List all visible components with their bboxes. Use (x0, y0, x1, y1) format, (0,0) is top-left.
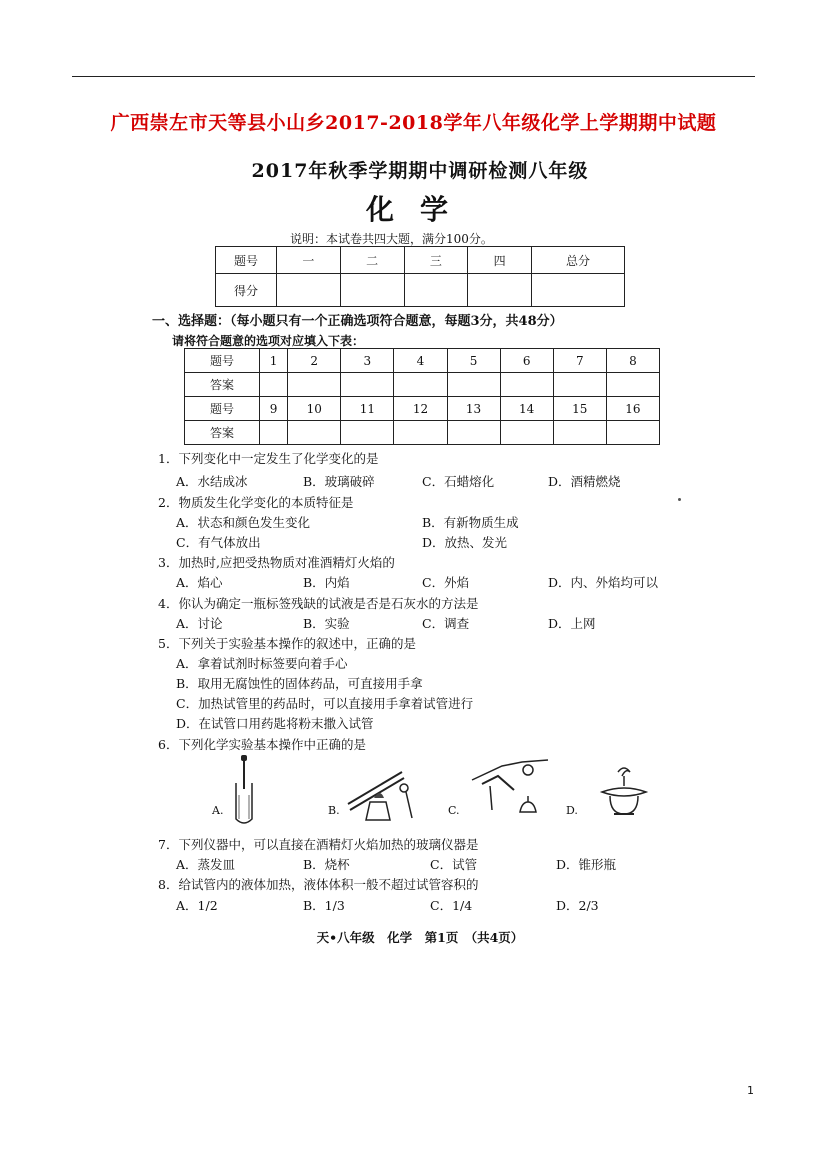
heating-test-tube-figure (340, 762, 422, 824)
answer-cell (394, 421, 447, 445)
score-cell: 三 (404, 247, 468, 274)
question-number: 2 (288, 349, 341, 373)
question-8-option-c: C．1/4 (430, 898, 473, 913)
question-number: 5 (447, 349, 500, 373)
answer-cell (447, 421, 500, 445)
question-2-option-a: A．状态和颜色发生变化 (176, 515, 311, 530)
question-5-option-a: A．拿着试剂时标签要向着手心 (176, 656, 348, 671)
question-4-stem: 4．你认为确定一瓶标签残缺的试液是否是石灰水的方法是 (158, 596, 479, 611)
score-table-score-row (216, 274, 625, 307)
question-number: 15 (553, 397, 606, 421)
question-5-stem: 5．下列关于实验基本操作的叙述中，正确的是 (158, 636, 416, 651)
answer-table-num-row (185, 349, 660, 373)
score-blank-cell (404, 274, 468, 307)
question-7-option-b: B．烧杯 (303, 857, 350, 872)
answer-cell (288, 421, 341, 445)
question-3-option-d: D．内、外焰均可以 (548, 575, 659, 590)
question-4-option-a: A．讨论 (176, 616, 223, 631)
score-blank-cell (532, 274, 625, 307)
page-number: 1 (747, 1084, 754, 1097)
score-cell: 总分 (532, 247, 625, 274)
question-2-option-b: B．有新物质生成 (422, 515, 519, 530)
answer-cell (260, 373, 288, 397)
question-number: 6 (500, 349, 553, 373)
score-cell: 题号 (216, 247, 277, 274)
question-8-option-d: D．2/3 (556, 898, 599, 913)
answer-cell (553, 373, 606, 397)
answer-table (184, 348, 660, 445)
question-5-option-b: B．取用无腐蚀性的固体药品，可直接用手拿 (176, 676, 423, 691)
question-number: 11 (341, 397, 394, 421)
row-label: 答案 (185, 421, 260, 445)
question-6-label-d: D. (566, 804, 578, 817)
page-footer: 天•八年级 化学 第1页 （共4页） (316, 930, 524, 945)
answer-cell (260, 421, 288, 445)
exam-note: 说明：本试卷共四大题，满分100分。 (290, 232, 493, 246)
question-number: 4 (394, 349, 447, 373)
answer-cell (500, 373, 553, 397)
row-label: 题号 (185, 349, 260, 373)
question-3-option-c: C．外焰 (422, 575, 470, 590)
question-6-label-a: A. (212, 804, 224, 817)
question-8-stem: 8．给试管内的液体加热，液体体积一般不超过试管容积的 (158, 877, 479, 892)
extinguishing-alcohol-lamp-figure (596, 762, 652, 822)
question-6-stem: 6．下列化学实验基本操作中正确的是 (158, 737, 366, 752)
question-7-option-d: D．锥形瓶 (556, 857, 617, 872)
question-8-option-a: A．1/2 (176, 898, 218, 913)
question-4-option-b: B．实验 (303, 616, 350, 631)
section-title: 一、选择题：（每小题只有一个正确选项符合题意，每题3分，共48分） (152, 314, 563, 329)
question-number: 16 (606, 397, 659, 421)
question-6-label-c: C. (448, 804, 460, 817)
dropper-over-test-tube-figure (232, 755, 256, 827)
question-6-label-b: B. (328, 804, 340, 817)
answer-cell (606, 373, 659, 397)
section-instruction: 请将符合题意的选项对应填入下表： (172, 334, 365, 348)
answer-table-answer-row (185, 421, 660, 445)
question-number: 8 (606, 349, 659, 373)
answer-cell (341, 373, 394, 397)
question-7-option-c: C．试管 (430, 857, 478, 872)
question-number: 9 (260, 397, 288, 421)
answer-cell (288, 373, 341, 397)
question-1-option-c: C．石蜡熔化 (422, 474, 495, 489)
question-number: 13 (447, 397, 500, 421)
question-7-stem: 7．下列仪器中，可以直接在酒精灯火焰加热的玻璃仪器是 (158, 837, 479, 852)
scan-speck (678, 498, 681, 501)
score-cell: 二 (340, 247, 404, 274)
score-blank-cell (468, 274, 532, 307)
question-1-option-b: B．玻璃破碎 (303, 474, 375, 489)
answer-table-answer-row (185, 373, 660, 397)
score-blank-cell (340, 274, 404, 307)
score-cell: 得分 (216, 274, 277, 307)
answer-table-num-row (185, 397, 660, 421)
question-3-stem: 3．加热时,应把受热物质对准酒精灯火焰的 (158, 555, 395, 570)
exam-title: 2017年秋季学期期中调研检测八年级 (251, 160, 589, 182)
scanned-exam-page (140, 150, 700, 960)
lighting-alcohol-lamp-figure (462, 756, 554, 818)
score-cell: 四 (468, 247, 532, 274)
answer-cell (341, 421, 394, 445)
answer-cell (606, 421, 659, 445)
question-3-option-a: A．焰心 (176, 575, 223, 590)
score-table-header-row (216, 247, 625, 274)
top-rule (72, 76, 755, 77)
question-3-option-b: B．内焰 (303, 575, 350, 590)
score-blank-cell (277, 274, 341, 307)
document-title: 广西崇左市天等县小山乡2017-2018学年八年级化学上学期期中试题 (110, 112, 717, 134)
question-1-stem: 1．下列变化中一定发生了化学变化的是 (158, 451, 379, 466)
question-number: 1 (260, 349, 288, 373)
question-number: 7 (553, 349, 606, 373)
question-8-option-b: B．1/3 (303, 898, 345, 913)
question-1-option-d: D．酒精燃烧 (548, 474, 621, 489)
score-cell: 一 (277, 247, 341, 274)
answer-cell (500, 421, 553, 445)
question-5-option-c: C．加热试管里的药品时，可以直接用手拿着试管进行 (176, 696, 474, 711)
answer-cell (553, 421, 606, 445)
question-number: 3 (341, 349, 394, 373)
question-7-option-a: A．蒸发皿 (176, 857, 236, 872)
question-2-stem: 2．物质发生化学变化的本质特征是 (158, 495, 354, 510)
question-number: 10 (288, 397, 341, 421)
row-label: 答案 (185, 373, 260, 397)
question-4-option-d: D．上网 (548, 616, 596, 631)
answer-cell (394, 373, 447, 397)
question-2-option-d: D．放热、发光 (422, 535, 508, 550)
score-table (215, 246, 625, 307)
question-4-option-c: C．调查 (422, 616, 470, 631)
question-number: 12 (394, 397, 447, 421)
row-label: 题号 (185, 397, 260, 421)
question-5-option-d: D．在试管口用药匙将粉末撒入试管 (176, 716, 374, 731)
answer-cell (447, 373, 500, 397)
question-2-option-c: C．有气体放出 (176, 535, 261, 550)
question-1-option-a: A．水结成冰 (176, 474, 248, 489)
subject-title: 化学 (365, 193, 474, 226)
question-number: 14 (500, 397, 553, 421)
